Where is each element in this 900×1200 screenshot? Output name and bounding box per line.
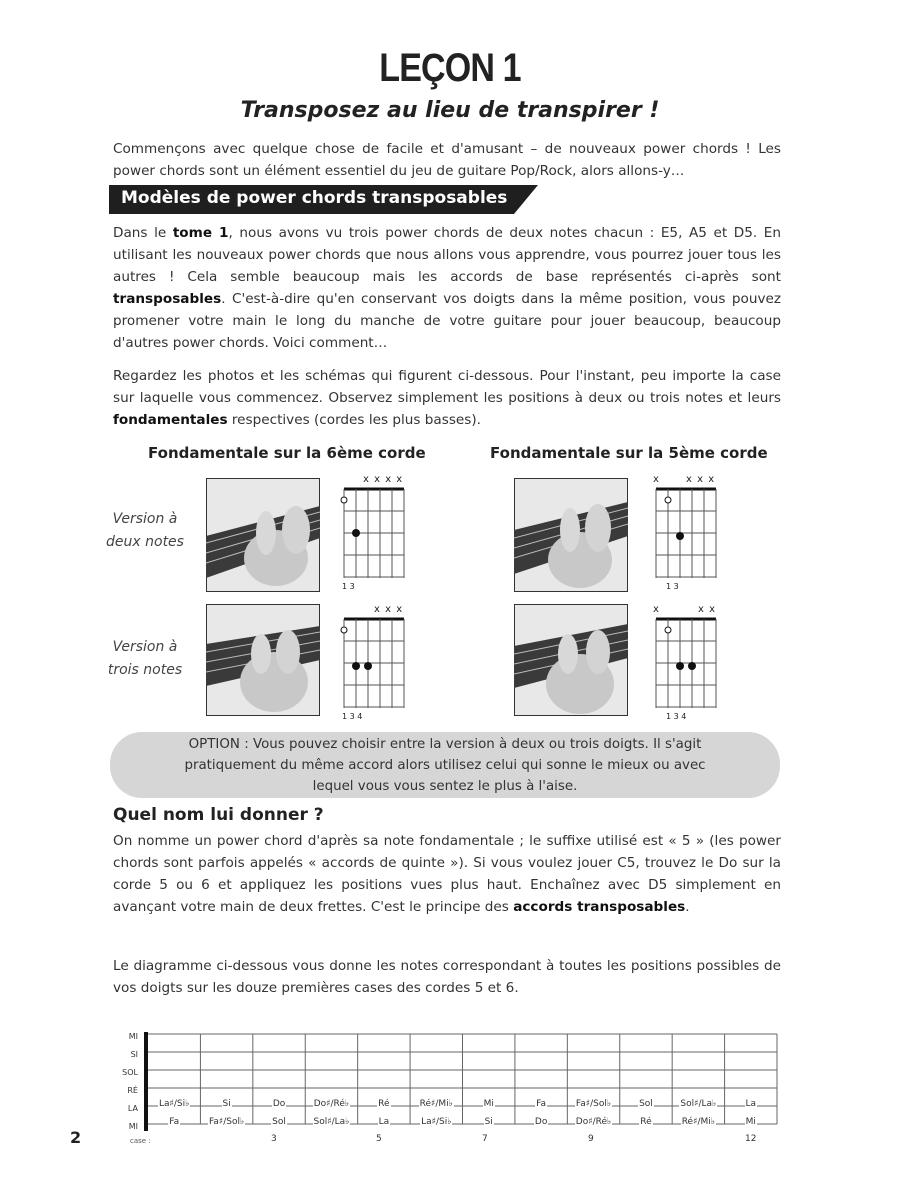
- mi-string-note: Ré♯/Mi♭: [681, 1117, 715, 1127]
- la-string-note: La♯/Si♭: [159, 1099, 190, 1109]
- mi-string-note: Sol: [272, 1117, 286, 1127]
- mi-string-note: Sol♯/La♭: [313, 1117, 350, 1127]
- string-mi-high: MI: [128, 1032, 138, 1041]
- mi-string-note: Mi: [745, 1117, 756, 1127]
- string-re: RÉ: [127, 1086, 138, 1095]
- string-sol: SOL: [122, 1068, 138, 1077]
- fret-number-5: 5: [376, 1134, 382, 1144]
- chord-5th-two-notes: x x x x 1 3: [653, 474, 716, 591]
- paragraph-3: On nomme un power chord d'après sa note fondamentale ; le suffixe utilisé est « 5 » (les power chords sont parfois appelés « accords de quinte »). Si vous voulez jouer C5, trouvez le Do sur la corde 5 ou 6 et appliquez les positions vues plus haut. Enchaînez avec D5 simplement en avançant votre main de deux frettes. C'est le principe des accords transposables.: [113, 833, 781, 915]
- mi-string-note: Ré: [640, 1117, 652, 1127]
- intro-paragraph: Commençons avec quelque chose de facile et d'amusant – de nouveaux power chords ! Les power chords sont un élément essentiel du jeu de guitare Pop/Rock, alors allons-y…: [113, 141, 781, 179]
- page-number: 2: [70, 1128, 82, 1147]
- photo-5th-two-notes: [514, 478, 628, 592]
- heading-5th-string: Fondamentale sur la 5ème corde: [490, 444, 768, 462]
- la-string-note: Mi: [483, 1099, 494, 1109]
- lesson-title: LEÇON 1: [379, 46, 521, 90]
- la-string-note: Ré: [378, 1099, 390, 1109]
- mi-string-note: La: [378, 1117, 390, 1127]
- photo-6th-two-notes: [206, 478, 320, 592]
- la-string-note: Sol: [639, 1099, 653, 1109]
- la-string-note: La: [745, 1099, 757, 1109]
- option-note: OPTION : Vous pouvez choisir entre la version à deux ou trois doigts. Il s'agit pratiquement du même accord alors utilisez celui qui sonne le mieux ou avec lequel vous vous sentez le plus à l'aise.: [110, 732, 780, 798]
- la-string-note: Do: [272, 1099, 286, 1109]
- section-banner: [109, 185, 529, 214]
- string-si: SI: [130, 1050, 138, 1059]
- lesson-subtitle: Transposez au lieu de transpirer !: [240, 98, 660, 123]
- photo-5th-three-notes: [514, 604, 628, 716]
- fret-number-9: 9: [588, 1134, 594, 1144]
- chord-6th-three-notes: x x x 1 3 4: [342, 604, 404, 721]
- mi-string-note: La♯/Si♭: [421, 1117, 452, 1127]
- case-label: case :: [130, 1137, 151, 1145]
- photo-6th-three-notes: [206, 604, 320, 716]
- la-string-note: Do♯/Ré♭: [313, 1099, 350, 1109]
- paragraph-1: Dans le tome 1, nous avons vu trois power chords de deux notes chacun : E5, A5 et D5. En utilisant les nouveaux power chords que nous allons vous apprendre, vous pourrez jouer tous les autres ! Cela semble beaucoup mais les accords de base représentés ci-après sont transposables. C'est-à-dire qu'en conservant vos doigts dans la même position, vous pouvez promener votre main le long du manche de votre guitare pour jouer beaucoup, beaucoup d'autres power chords. Voici comment…: [113, 225, 782, 351]
- la-string-note: Si: [222, 1099, 231, 1109]
- fret-number-12: 12: [745, 1134, 757, 1144]
- paragraph-2: Regardez les photos et les schémas qui figurent ci-dessous. Pour l'instant, peu importe la case sur laquelle vous commencez. Observez simplement les positions à deux ou trois notes et leurs fondamentales respectives (cordes les plus basses).: [113, 368, 781, 428]
- mi-string-note: Do♯/Ré♭: [575, 1117, 612, 1127]
- fretboard-diagram: [100, 1028, 790, 1156]
- mi-string-note: Si: [484, 1117, 493, 1127]
- chord-5th-three-notes: x x x 1 3 4: [653, 604, 717, 721]
- mi-string-note: Fa♯/Sol♭: [209, 1117, 245, 1127]
- fret-number-3: 3: [271, 1134, 277, 1144]
- label-two-notes: Version à deux notes: [106, 511, 184, 550]
- name-heading: Quel nom lui donner ?: [113, 805, 324, 825]
- la-string-note: Fa: [536, 1099, 547, 1109]
- section-banner-text: Modèles de power chords transposables: [121, 188, 508, 208]
- la-string-note: Sol♯/La♭: [680, 1099, 717, 1109]
- heading-6th-string: Fondamentale sur la 6ème corde: [148, 444, 426, 462]
- la-string-note: Fa♯/Sol♭: [575, 1099, 612, 1109]
- string-mi-low: MI: [128, 1122, 138, 1131]
- mi-string-note: Fa: [169, 1117, 180, 1127]
- string-la: LA: [127, 1104, 138, 1113]
- fret-number-7: 7: [482, 1134, 488, 1144]
- paragraph-4: Le diagramme ci-dessous vous donne les notes correspondant à toutes les positions possibles de vos doigts sur les douze premières cases des cordes 5 et 6.: [113, 958, 781, 996]
- label-three-notes: Version à trois notes: [107, 639, 183, 678]
- chord-6th-two-notes: x x x x 1 3: [342, 474, 404, 591]
- la-string-note: Ré♯/Mi♭: [419, 1099, 453, 1109]
- mi-string-note: Do: [534, 1117, 548, 1127]
